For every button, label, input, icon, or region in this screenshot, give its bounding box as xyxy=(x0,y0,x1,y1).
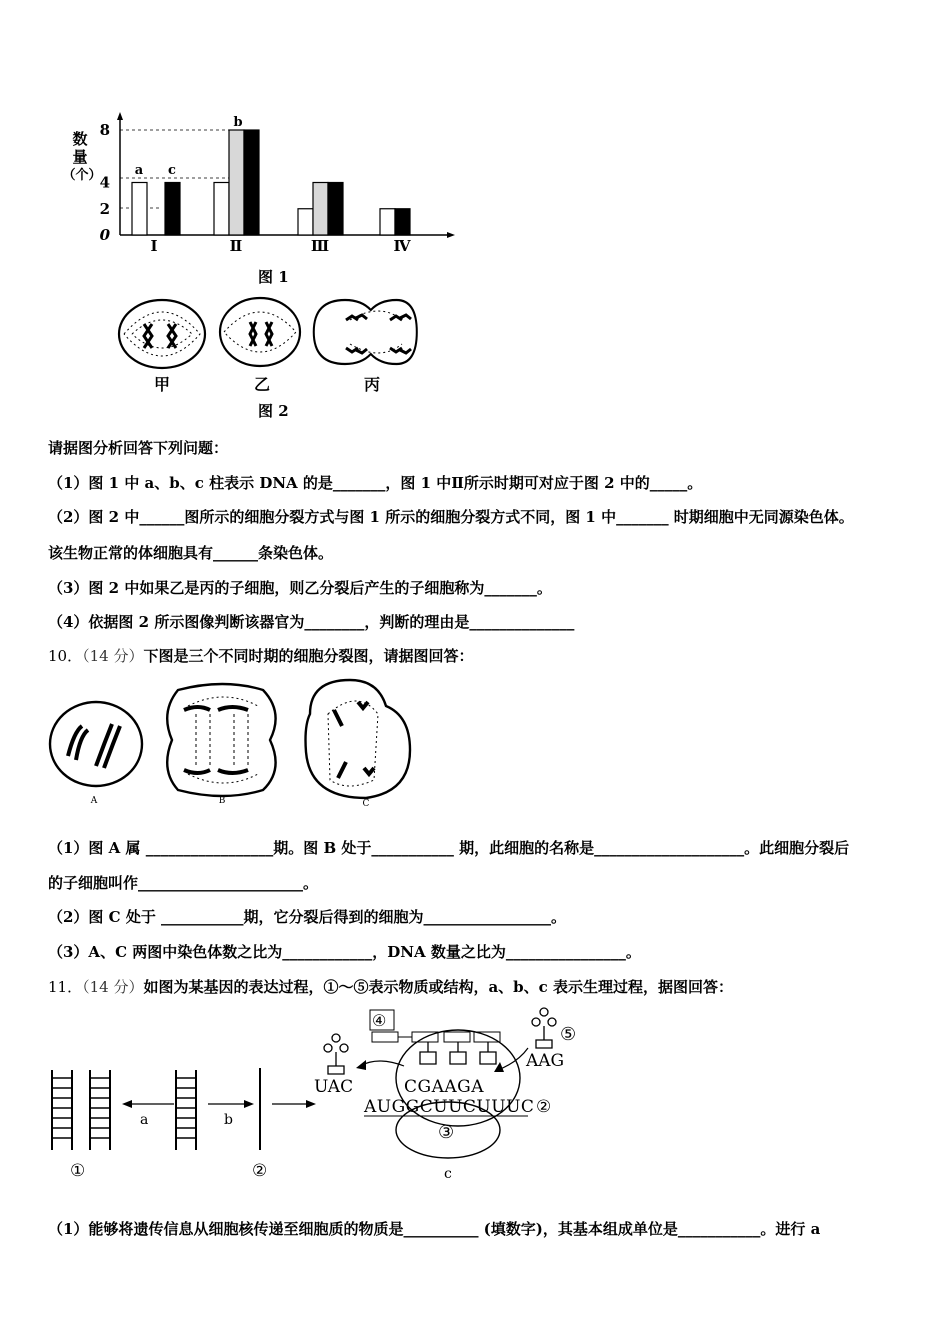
q10-score: （14 分） xyxy=(82,647,144,665)
q10-part1b: 的子细胞叫作______________________。 xyxy=(48,874,319,892)
y-axis-label-unit: （个） xyxy=(62,168,102,183)
q11-header xyxy=(48,976,733,997)
cell-c xyxy=(306,680,411,798)
y-tick-label: 4 xyxy=(99,173,110,192)
q11-score: （14 分） xyxy=(82,978,144,996)
x-tick-label: Ⅳ xyxy=(393,237,411,255)
q11-number: 11． xyxy=(48,978,83,996)
cell-jia xyxy=(119,300,205,368)
cell-label-bing: 丙 xyxy=(363,375,381,394)
q9-part1: （1）图 1 中 a、b、c 柱表示 DNA 的是_______，图 1 中Ⅱ所示时期可对应于图 2 中的_____。 xyxy=(48,474,703,492)
y-axis-label-top: 数 xyxy=(72,130,88,148)
chromosome-icon xyxy=(390,315,411,320)
trna-icon-left xyxy=(324,1034,348,1074)
process-label-c: c xyxy=(444,1166,452,1182)
arrow-a-icon xyxy=(122,1100,132,1108)
bar-c-3 xyxy=(395,209,410,235)
chromosome-icon xyxy=(346,315,367,320)
cell-b xyxy=(167,684,275,796)
anticodon-right: AAG xyxy=(526,1051,565,1071)
chromosome-icon xyxy=(184,707,248,710)
chromosome-icon xyxy=(96,724,120,768)
anticodon-left: UAC xyxy=(314,1077,354,1097)
cell-label-yi: 乙 xyxy=(253,375,271,394)
q10-text: 下图是三个不同时期的细胞分裂图，请据图回答： xyxy=(143,647,474,665)
bar-label-a: a xyxy=(134,163,144,178)
process-label-b: b xyxy=(224,1112,233,1128)
q11-figure xyxy=(48,1008,608,1188)
bar-c-1 xyxy=(244,130,259,235)
q11-part1: （1）能够将遗传信息从细胞核传递至细胞质的物质是__________ (填数字)，其基本组成单位是___________。进行 a xyxy=(48,1220,821,1238)
cell-label-c: C xyxy=(362,799,370,809)
mark-5: ⑤ xyxy=(560,1024,577,1045)
amino-acid-box xyxy=(444,1032,470,1042)
cell-label-a: A xyxy=(90,796,98,806)
bar-c-0 xyxy=(165,183,180,236)
x-axis-arrow xyxy=(447,232,455,238)
x-tick-label: Ⅱ xyxy=(229,237,243,255)
cell-label-b: B xyxy=(218,796,226,806)
q10-part2: （2）图 C 处于 ___________期，它分裂后得到的细胞为_________________。 xyxy=(48,908,567,926)
cell-yi xyxy=(220,298,300,366)
q9-intro: 请据图分析回答下列问题： xyxy=(48,439,229,457)
chromosome-icon xyxy=(334,710,346,778)
chromosome-icon xyxy=(266,322,272,346)
figure2-caption: 图 2 xyxy=(258,402,289,420)
bar-b-1 xyxy=(229,130,244,235)
mark-3: ③ xyxy=(438,1122,455,1143)
arrow-b-icon xyxy=(244,1100,254,1108)
dna-middle xyxy=(176,1070,196,1150)
mark-1: ① xyxy=(70,1161,86,1181)
bar-label-b: b xyxy=(233,115,243,130)
q10-figure xyxy=(48,674,428,814)
arrow-icon xyxy=(306,1100,316,1108)
bar-label-c: c xyxy=(168,163,176,178)
chromosome-icon xyxy=(346,348,367,353)
trna-icon-right xyxy=(532,1008,556,1048)
q11-text: 如图为某基因的表达过程，①～⑤表示物质或结构，a、b、c 表示生理过程，据图回答： xyxy=(143,978,734,996)
chromosome-icon xyxy=(250,322,256,346)
q9-part3: （3）图 2 中如果乙是丙的子细胞，则乙分裂后产生的子细胞称为_______。 xyxy=(48,579,552,597)
cell-a xyxy=(50,702,142,786)
q10-part1a: （1）图 A 属 _________________期。图 B 处于___________ 期，此细胞的名称是____________________。此细胞分裂后 xyxy=(48,839,850,857)
figure2 xyxy=(110,292,430,402)
process-label-a: a xyxy=(140,1112,149,1128)
bar-a-2 xyxy=(298,209,313,235)
mrna-sequence: AUGGCUUCUUUC xyxy=(364,1097,535,1117)
y-tick-label: 8 xyxy=(99,121,110,139)
peptide-chain xyxy=(372,1032,398,1042)
mark-2: ② xyxy=(252,1161,268,1181)
chromosome-icon xyxy=(358,702,374,774)
trna-sequence: CGAAGA xyxy=(404,1077,484,1097)
y-axis-label-mid: 量 xyxy=(72,148,88,166)
dna-double-helix xyxy=(52,1070,110,1150)
chromosome-icon xyxy=(184,770,248,773)
trna-icon xyxy=(420,1042,496,1064)
y-axis-arrow xyxy=(117,112,123,120)
mark-2-mrna: ② xyxy=(536,1097,552,1117)
y-tick-label: 0 xyxy=(99,226,110,244)
chromosome-icon xyxy=(68,726,88,760)
y-tick-label: 2 xyxy=(99,199,110,218)
bar-a-1 xyxy=(214,183,229,236)
cell-label-jia: 甲 xyxy=(153,375,171,394)
q9-part4: （4）依据图 2 所示图像判断该器官为________，判断的理由是______________ xyxy=(48,613,575,631)
q10-header xyxy=(48,645,473,666)
q10-part3: （3）A、C 两图中染色体数之比为____________，DNA 数量之比为________________。 xyxy=(48,943,641,961)
bar-a-0 xyxy=(132,183,147,236)
incoming-arrow-icon xyxy=(498,1048,528,1070)
chromosome-icon xyxy=(168,324,176,348)
q10-number: 10． xyxy=(48,647,83,665)
figure1-caption: 图 1 xyxy=(258,268,289,286)
bar-b-2 xyxy=(313,183,328,236)
q9-part2a: （2）图 2 中______图所示的细胞分裂方式与图 1 所示的细胞分裂方式不同，图 1 中_______ 时期细胞中无同源染色体。 xyxy=(48,508,854,526)
bar-c-2 xyxy=(328,183,343,236)
figure1-chart xyxy=(60,110,480,290)
x-tick-label: Ⅲ xyxy=(310,237,330,255)
mark-4: ④ xyxy=(372,1011,387,1030)
chromosome-icon xyxy=(390,348,411,353)
x-tick-label: Ⅰ xyxy=(150,237,158,255)
q9-part2b: 该生物正常的体细胞具有______条染色体。 xyxy=(48,544,334,562)
cell-bing xyxy=(314,300,417,364)
chromosome-icon xyxy=(144,324,152,348)
bar-a-3 xyxy=(380,209,395,235)
